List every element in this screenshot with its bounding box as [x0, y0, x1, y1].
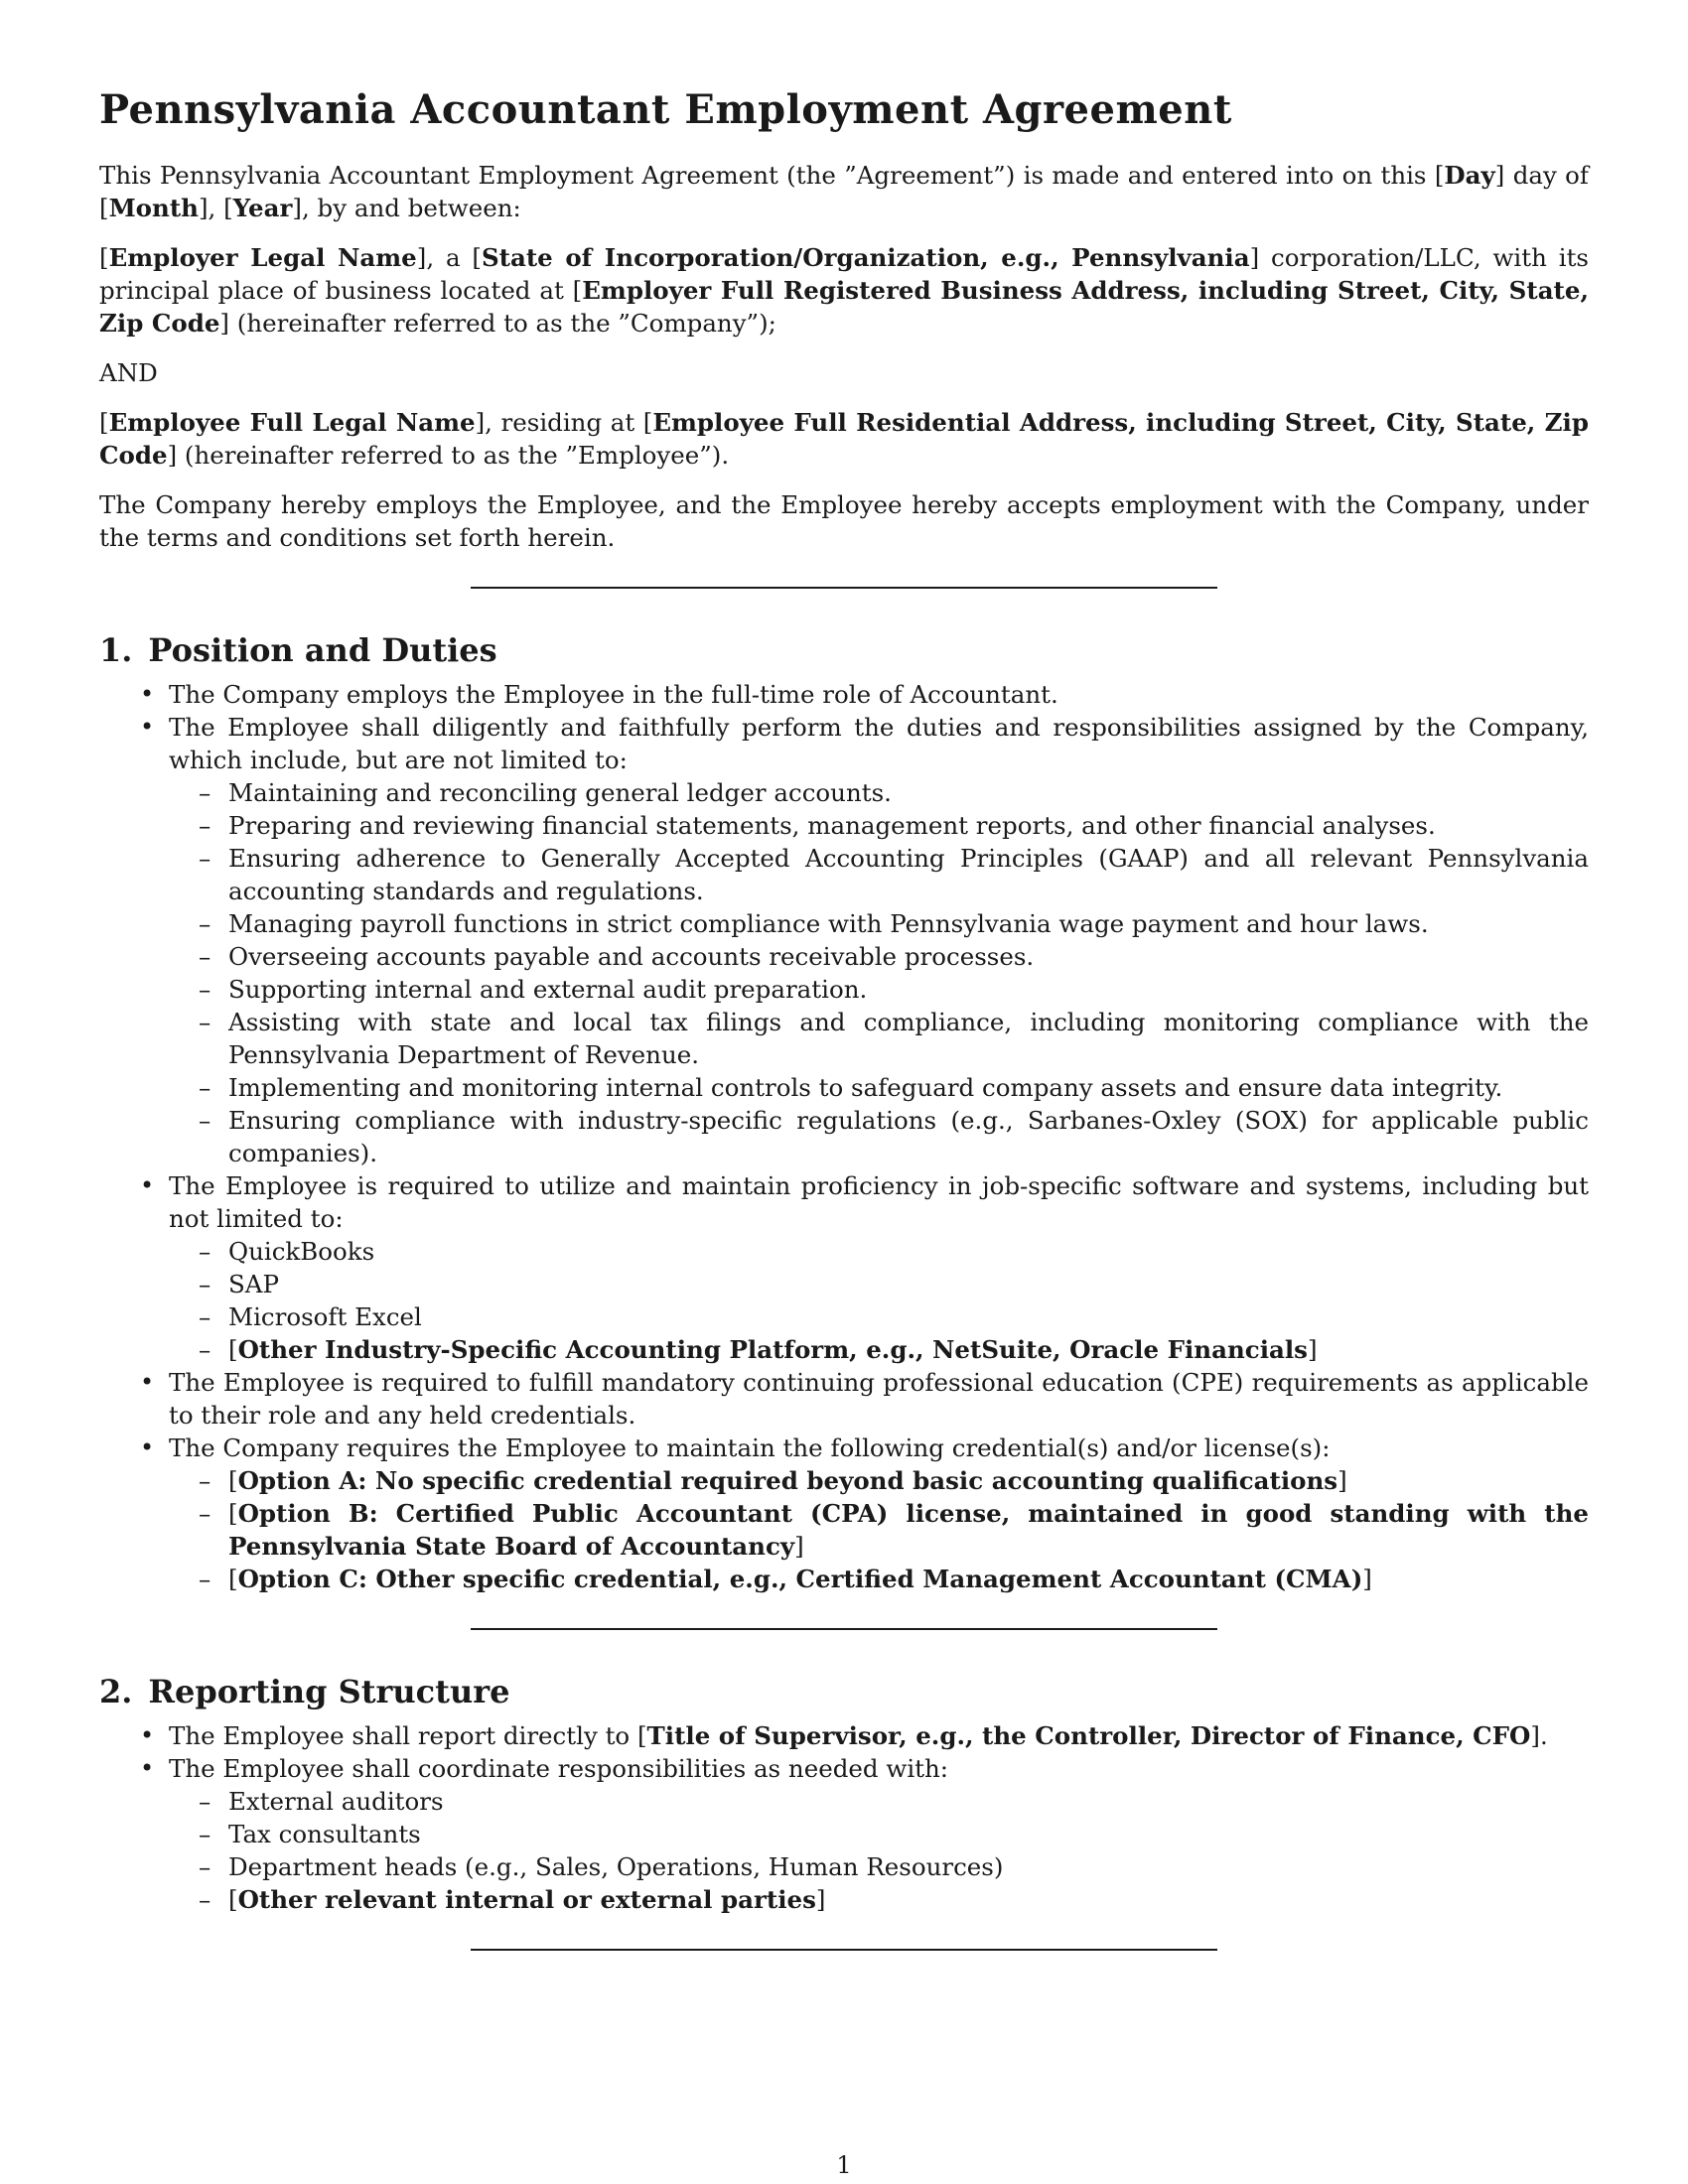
placeholder-supervisor: Title of Supervisor, e.g., the Controller, Director of Finance, CFO [646, 1721, 1531, 1750]
list-item: – Department heads (e.g., Sales, Operations, Human Resources) [169, 1850, 1589, 1883]
intro-paragraph-employee: [Employee Full Legal Name], residing at [Employee Full Residential Address, including Street, City, State, Zip Code] (hereinafter referred to as the ”Employee”). [99, 408, 1589, 470]
list-item: • The Company requires the Employee to maintain the following credential(s) and/or license(s): – [Option A: No specific credential required beyond basic accounting qualifications] – [Option B: Certified Public Accountant (CPA) license, maintained in good standing with the Pennsylvania State Board of Accountancy] – [Option C: Other specific credential, e.g., Certified Management Accountant (CMA)] [99, 1432, 1589, 1595]
section-divider [471, 587, 1217, 589]
list-item: – Ensuring adherence to Generally Accepted Accounting Principles (GAAP) and all relevant Pennsylvania accounting standards and regulations. [169, 842, 1589, 907]
section-position-and-duties [99, 630, 1589, 1595]
list-item: – Ensuring compliance with industry-specific regulations (e.g., Sarbanes-Oxley (SOX) for applicable public companies). [169, 1104, 1589, 1169]
list-item: – [Option A: No specific credential required beyond basic accounting qualifications] [169, 1464, 1589, 1497]
list-item: – Tax consultants [169, 1818, 1589, 1850]
list-item: – Supporting internal and external audit preparation. [169, 973, 1589, 1006]
section-divider [471, 1949, 1217, 1951]
intro-paragraph-terms: The Company hereby employs the Employee, and the Employee hereby accepts employment with the Company, under the terms and conditions set forth herein. [99, 490, 1589, 552]
list-item: – SAP [169, 1268, 1589, 1300]
placeholder-employee-address: Employee Full Residential Address, including Street, City, State, Zip Code [99, 408, 1589, 470]
placeholder-software: Other Industry-Specific Accounting Platform, e.g., NetSuite, Oracle Financials [237, 1335, 1308, 1364]
placeholder-employer-name: Employer Legal Name [108, 243, 417, 272]
bullet-list [99, 678, 1589, 1595]
list-item: – [Option C: Other specific credential, e.g., Certified Management Accountant (CMA)] [169, 1563, 1589, 1595]
parties-list [169, 1785, 1589, 1916]
placeholder-month: Month [108, 194, 199, 222]
document-title: Pennsylvania Accountant Employment Agreement [99, 86, 1232, 133]
list-item: – Implementing and monitoring internal controls to safeguard company assets and ensure data integrity. [169, 1071, 1589, 1104]
intro-and: AND [99, 358, 158, 387]
list-item: – [Other relevant internal or external parties] [169, 1883, 1589, 1916]
list-item: – Preparing and reviewing financial statements, management reports, and other financial analyses. [169, 809, 1589, 842]
list-item: – [Option B: Certified Public Accountant (CPA) license, maintained in good standing with the Pennsylvania State Board of Accountancy] [169, 1497, 1589, 1563]
list-item: – Assisting with state and local tax filings and compliance, including monitoring compliance with the Pennsylvania Department of Revenue. [169, 1006, 1589, 1071]
list-item: • The Employee is required to fulfill mandatory continuing professional education (CPE) requirements as applicable to their role and any held credentials. [99, 1366, 1589, 1432]
section-reporting-structure [99, 1672, 1589, 1916]
document-page [99, 85, 1589, 1951]
intro-paragraph-date: This Pennsylvania Accountant Employment Agreement (the ”Agreement”) is made and entered into on this [Day] day of [Month], [Year], by and between: [99, 161, 1589, 222]
list-item: • The Employee shall report directly to [Title of Supervisor, e.g., the Controller, Director of Finance, CFO]. [99, 1719, 1589, 1752]
placeholder-employer-address: Employer Full Registered Business Address, including Street, City, State, Zip Code [99, 276, 1589, 338]
software-list [169, 1235, 1589, 1366]
list-item: – Maintaining and reconciling general ledger accounts. [169, 776, 1589, 809]
placeholder-other-parties: Other relevant internal or external parties [237, 1885, 816, 1914]
section-divider [471, 1628, 1217, 1630]
list-item: • The Company employs the Employee in the full-time role of Accountant. [99, 678, 1589, 711]
page-number: 1 [836, 2151, 852, 2179]
duties-list [169, 776, 1589, 1169]
placeholder-state: State of Incorporation/Organization, e.g., Pennsylvania [481, 243, 1250, 272]
list-item: – [Other Industry-Specific Accounting Platform, e.g., NetSuite, Oracle Financials] [169, 1333, 1589, 1366]
list-item: • The Employee shall coordinate responsibilities as needed with: – External auditors – Tax consultants – Department heads (e.g., Sales, Operations, Human Resources) – [Other relevant internal or external parties] [99, 1752, 1589, 1916]
list-item: – External auditors [169, 1785, 1589, 1818]
placeholder-option-c: Option C: Other specific credential, e.g., Certified Management Accountant (CMA) [237, 1565, 1363, 1593]
list-item: – Managing payroll functions in strict compliance with Pennsylvania wage payment and hour laws. [169, 907, 1589, 940]
list-item: – Overseeing accounts payable and accounts receivable processes. [169, 940, 1589, 973]
bullet-list [99, 1719, 1589, 1916]
section-heading: 2. Reporting Structure [99, 1673, 510, 1710]
list-item: – QuickBooks [169, 1235, 1589, 1268]
placeholder-option-b: Option B: Certified Public Accountant (CPA) license, maintained in good standing with the Pennsylvania State Board of Accountancy [228, 1499, 1589, 1561]
list-item: – Microsoft Excel [169, 1300, 1589, 1333]
placeholder-day: Day [1444, 161, 1495, 190]
placeholder-employee-name: Employee Full Legal Name [108, 408, 476, 437]
list-item: • The Employee shall diligently and faithfully perform the duties and responsibilities assigned by the Company, which include, but are not limited to: – Maintaining and reconciling general ledger accounts. – Preparing and reviewing financial statements, management reports, and other financial analyses. – Ensuring adherence to Generally Accepted Accounting Principles (GAAP) and all relevant Pennsylvania accounting standards and regulations. – Managing payroll functions in strict compliance with Pennsylvania wage payment and hour laws. – Overseeing accounts payable and accounts receivable processes. – Supporting internal and external audit preparation. – Assisting with state and local tax filings and compliance, including monitoring compliance with the Pennsylvania Department of Revenue. – Implementing and monitoring internal controls to safeguard company assets and ensure data integrity. – Ensuring compliance with industry-specific regulations (e.g., Sarbanes-Oxley (SOX) for applicable public companies). [99, 711, 1589, 1169]
list-item: • The Employee is required to utilize and maintain proficiency in job-specific software and systems, including but not limited to: – QuickBooks – SAP – Microsoft Excel – [Other Industry-Specific Accounting Platform, e.g., NetSuite, Oracle Financials] [99, 1169, 1589, 1366]
section-heading: 1. Position and Duties [99, 631, 497, 669]
credential-options-list [169, 1464, 1589, 1595]
placeholder-option-a: Option A: No specific credential required beyond basic accounting qualifications [237, 1466, 1338, 1495]
placeholder-year: Year [232, 194, 293, 222]
intro-paragraph-employer: [Employer Legal Name], a [State of Incorporation/Organization, e.g., Pennsylvania] corporation/LLC, with its principal place of business located at [Employer Full Registered Business Address, including Street, City, State, Zip Code] (hereinafter referred to as the ”Company”); [99, 243, 1589, 338]
